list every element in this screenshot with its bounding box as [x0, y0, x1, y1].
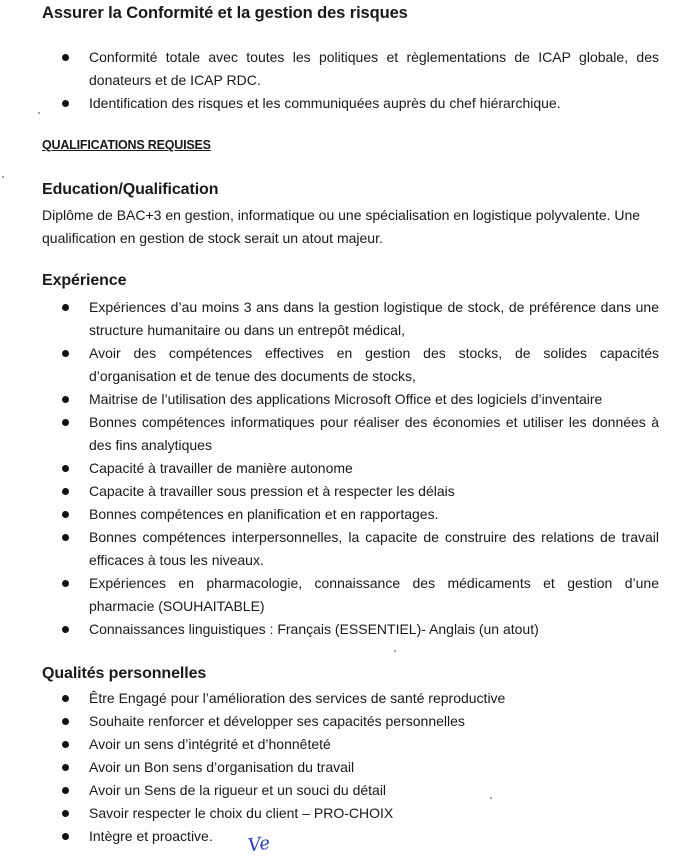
list-item: Expériences d’au moins 3 ans dans la gestion logistique de stock, de préférence dans une structure humanitaire ou dans un entrepôt médical,	[0, 296, 659, 342]
bullet-icon	[62, 350, 69, 357]
bullet-icon	[62, 511, 69, 518]
list-item: Savoir respecter le choix du client – PRO-CHOIX	[0, 802, 659, 825]
list-item: Conformité totale avec toutes les politiques et règlementations de ICAP globale, des donateurs et de ICAP RDC.	[0, 46, 659, 92]
list-item: Être Engagé pour l’amélioration des services de santé reproductive	[0, 687, 659, 710]
bullet-icon	[62, 764, 69, 771]
section-title-compliance: Assurer la Conformité et la gestion des risques	[42, 4, 408, 22]
bullet-icon	[62, 741, 69, 748]
list-item: Intègre et proactive.	[0, 825, 659, 848]
personal-list	[0, 687, 700, 848]
list-item: Avoir un Bon sens d’organisation du travail	[0, 756, 659, 779]
list-item: Souhaite renforcer et développer ses capacités personnelles	[0, 710, 659, 733]
bullet-icon	[62, 810, 69, 817]
bullet-icon	[62, 396, 69, 403]
list-item: Bonnes compétences interpersonnelles, la capacite de construire des relations de travail efficaces à tous les niveaux.	[0, 526, 659, 572]
experience-list	[0, 296, 700, 641]
section-title-education: Education/Qualification	[42, 181, 219, 198]
education-text: Diplôme de BAC+3 en gestion, informatique ou une spécialisation en logistique polyvalente. Une qualification en gestion de stock serait un atout majeur.	[42, 207, 641, 246]
qualifications-header: QUALIFICATIONS REQUISES	[42, 138, 211, 152]
list-item: Connaissances linguistiques : Français (ESSENTIEL)- Anglais (un atout)	[0, 618, 659, 641]
compliance-list	[0, 46, 700, 115]
bullet-icon	[62, 580, 69, 587]
bullet-icon	[62, 488, 69, 495]
list-item: Avoir un Sens de la rigueur et un souci du détail	[0, 779, 659, 802]
bullet-icon	[62, 54, 69, 61]
list-item: Maitrise de l’utilisation des applications Microsoft Office et des logiciels d’inventaire	[0, 388, 659, 411]
bullet-icon	[62, 100, 69, 107]
handwritten-initials: Ve	[246, 832, 272, 856]
list-item: Capacite à travailler sous pression et à respecter les délais	[0, 480, 659, 503]
list-item: Avoir des compétences effectives en gestion des stocks, de solides capacités d’organisation et de tenue des documents de stocks,	[0, 342, 659, 388]
bullet-icon	[62, 419, 69, 426]
scan-speck	[2, 176, 4, 178]
bullet-icon	[62, 626, 69, 633]
list-item: Expériences en pharmacologie, connaissance des médicaments et gestion d’une pharmacie (SOUHAITABLE)	[0, 572, 659, 618]
bullet-icon	[62, 718, 69, 725]
bullet-icon	[62, 695, 69, 702]
list-item: Capacité à travailler de manière autonome	[0, 457, 659, 480]
list-item: Bonnes compétences en planification et en rapportages.	[0, 503, 659, 526]
list-item: Avoir un sens d’intégrité et d’honnêteté	[0, 733, 659, 756]
scan-speck	[490, 797, 492, 799]
bullet-icon	[62, 534, 69, 541]
list-item: Bonnes compétences informatiques pour réaliser des économies et utiliser les données à des fins analytiques	[0, 411, 659, 457]
scan-speck	[394, 650, 396, 652]
list-item: Identification des risques et les communiquées auprès du chef hiérarchique.	[0, 92, 659, 115]
bullet-icon	[62, 787, 69, 794]
bullet-icon	[62, 465, 69, 472]
bullet-icon	[62, 304, 69, 311]
section-title-experience: Expérience	[42, 272, 127, 289]
section-title-personal: Qualités personnelles	[42, 665, 207, 682]
bullet-icon	[62, 833, 69, 840]
scan-speck	[38, 112, 40, 114]
